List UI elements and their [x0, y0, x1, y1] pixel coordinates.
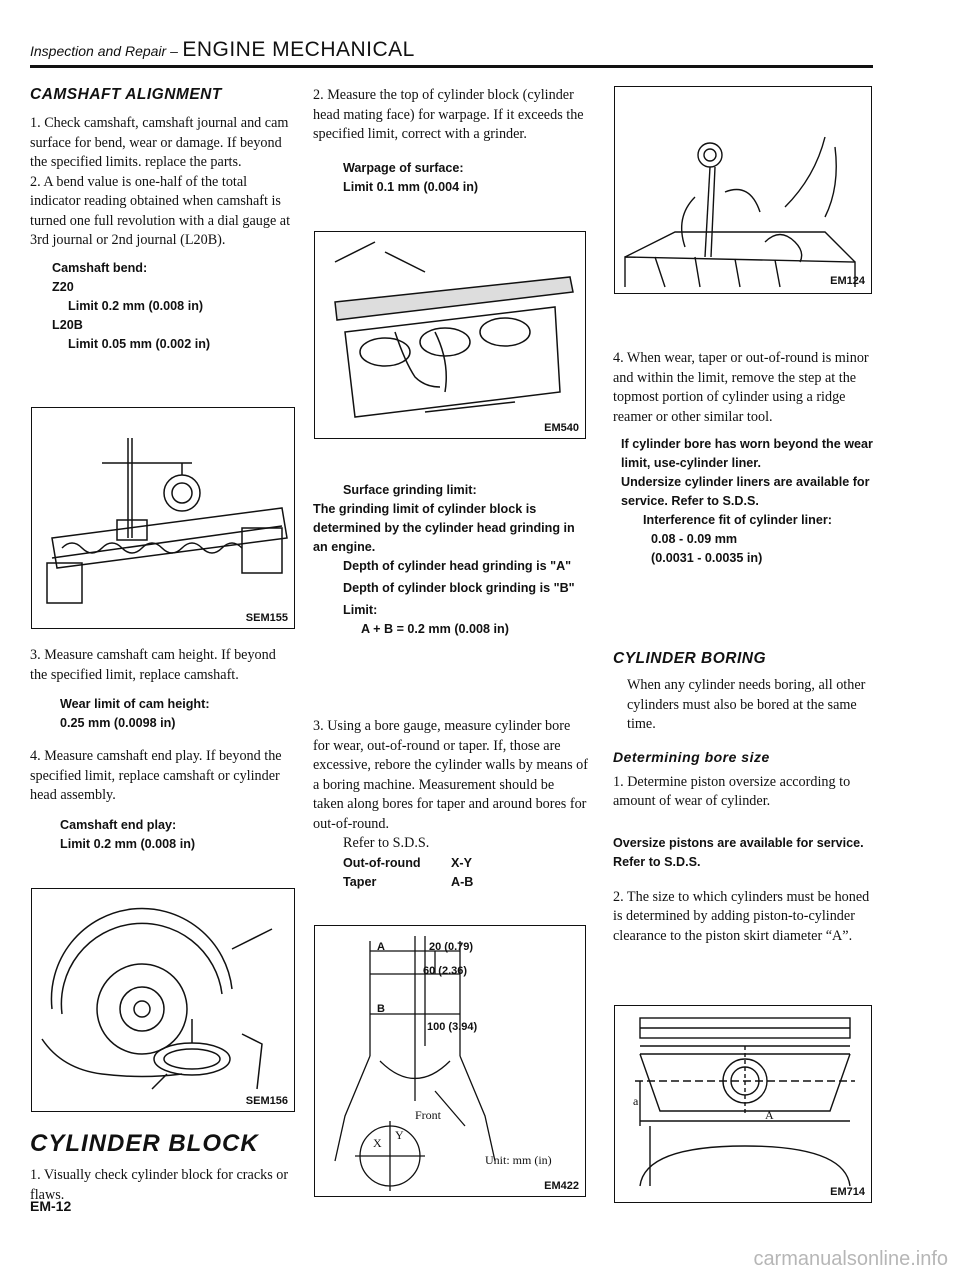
spec-title: Camshaft bend:	[52, 260, 148, 275]
figure-code: SEM156	[245, 1095, 288, 1107]
spec-title: Wear limit of cam height:	[60, 697, 210, 711]
section-heading-cylinder-block: CYLINDER BLOCK	[30, 1130, 259, 1157]
reference-line: Refer to S.D.S.	[343, 835, 430, 851]
paragraph: 4. Measure camshaft end play. If beyond the specified limit, replace camshaft or cylinder head assembly.	[30, 748, 282, 803]
figure-code: SEM155	[245, 612, 288, 624]
paragraph: 2. A bend value is one-half of the total indicator reading obtained when camshaft is turned one full revolution with a dial gauge at 3rd journal or 2nd journal (L20B).	[30, 173, 291, 248]
figure-code: EM540	[544, 422, 579, 434]
figure-camshaft-end-play	[31, 888, 295, 1112]
paragraph: 1. Determine piston oversize according to amount of wear of cylinder.	[613, 773, 851, 809]
spec-value: Limit 0.2 mm (0.008 in)	[60, 836, 196, 851]
column-1	[30, 86, 295, 354]
label-20: 20 (0.79)	[429, 941, 474, 953]
label-a: A	[765, 1108, 774, 1122]
figure-code: EM124	[830, 275, 865, 287]
camshaft-dial-gauge-illustration	[32, 408, 294, 628]
figure-bore-gauge	[614, 86, 872, 294]
spec-value: Limit 0.05 mm (0.002 in)	[68, 336, 211, 351]
unit-label: Unit: mm (in)	[485, 1153, 552, 1167]
paragraph: 3. Measure camshaft cam height. If beyond the specified limit, replace camshaft.	[30, 647, 276, 683]
spec-value: 0.25 mm (0.0098 in)	[60, 716, 176, 730]
page-header	[30, 38, 873, 68]
label-60: 60 (2.36)	[423, 965, 468, 977]
figure-bore-measurement	[314, 925, 586, 1197]
figure-code: EM714	[830, 1186, 865, 1198]
section-heading-camshaft-alignment: CAMSHAFT ALIGNMENT	[30, 86, 222, 103]
paragraph: 2. Measure the top of cylinder block (cylinder head mating face) for warpage. If it exceeds the specified limit, correct with a grinder.	[313, 87, 584, 142]
end-play-gauge-illustration	[32, 889, 294, 1111]
paragraph: 2. The size to which cylinders must be honed is determined by adding piston-to-cylinder clearance to the piston skirt diameter “A”.	[613, 888, 870, 944]
spec-value: 0.08 - 0.09 mm	[651, 532, 738, 546]
column-1-bottom	[30, 1130, 295, 1205]
column-3-boring	[613, 650, 873, 946]
column-1-lower	[30, 646, 295, 854]
paragraph: 1. Check camshaft, camshaft journal and cam surface for bend, wear or damage. If beyond the specified limits. replace the parts.	[30, 115, 289, 170]
spec-line: Depth of cylinder head grinding is "A"	[343, 559, 572, 573]
paragraph: 1. Visually check cylinder block for cracks or flaws.	[30, 1167, 289, 1203]
header-section: Inspection and Repair –	[30, 43, 178, 59]
measurement-table	[343, 854, 473, 892]
paragraph: 3. Using a bore gauge, measure cylinder bore for wear, out-of-round or taper. If, those are excessive, rebore the cylinder walls by means of a boring machine. Measurement should be taken along bores for taper and around bores for out-of-round.	[313, 718, 588, 832]
spec-title: Surface grinding limit:	[343, 483, 477, 497]
spec-limit-value: A + B = 0.2 mm (0.008 in)	[361, 622, 509, 636]
figure-piston-diameter	[614, 1005, 872, 1203]
spec-line: Depth of cylinder block grinding is "B"	[343, 581, 575, 595]
spec-line: Oversize pistons are available for service. Refer to S.D.S.	[613, 835, 864, 869]
header-title: ENGINE MECHANICAL	[182, 38, 415, 61]
spec-title: Warpage of surface:	[343, 160, 464, 175]
spec-label: Z20	[52, 279, 74, 294]
spec-line: If cylinder bore has worn beyond the wear limit, use-cylinder liner.	[621, 437, 873, 470]
spec-line: Undersize cylinder liners are available for service. Refer to S.D.S.	[621, 475, 870, 508]
watermark: carmanualsonline.info	[753, 1248, 948, 1270]
column-2-grinding	[313, 481, 588, 639]
bore-gauge-illustration	[615, 87, 871, 293]
table-cell: X-Y	[451, 855, 472, 870]
label-x: X	[373, 1136, 382, 1150]
figure-code: EM422	[544, 1180, 579, 1192]
paragraph: When any cylinder needs boring, all other cylinders must also be bored at the same time.	[627, 677, 866, 732]
table-row	[343, 873, 473, 892]
spec-value: Limit 0.2 mm (0.008 in)	[68, 298, 204, 313]
spec-value: Limit 0.1 mm (0.004 in)	[343, 179, 479, 194]
figure-warpage-check	[314, 231, 586, 439]
spec-title: Camshaft end play:	[60, 817, 177, 832]
page-number: EM-12	[30, 1198, 72, 1214]
table-cell: A-B	[451, 874, 474, 889]
figure-camshaft-bend	[31, 407, 295, 629]
section-heading-cylinder-boring: CYLINDER BORING	[613, 650, 767, 667]
piston-illustration	[615, 1006, 871, 1202]
column-2-bore	[313, 717, 588, 892]
column-2	[313, 86, 588, 197]
table-cell: Out-of-round	[343, 855, 421, 870]
column-3	[613, 349, 873, 568]
paragraph: 4. When wear, taper or out-of-round is minor and within the limit, remove the step at the topmost portion of cylinder using a ridge reamer or other similar tool.	[613, 350, 869, 425]
spec-value: (0.0031 - 0.0035 in)	[651, 551, 763, 565]
spec-line: Interference fit of cylinder liner:	[643, 513, 832, 527]
label-y: Y	[395, 1128, 404, 1142]
label-front: Front	[415, 1108, 442, 1122]
label-a: A	[377, 941, 385, 953]
label-b: B	[377, 1003, 385, 1015]
table-cell: Taper	[343, 874, 377, 889]
subheading-determining-bore-size: Determining bore size	[613, 748, 770, 765]
spec-label: L20B	[52, 317, 83, 332]
label-100: 100 (3.94)	[427, 1021, 478, 1033]
spec-body: The grinding limit of cylinder block is determined by the cylinder head grinding in an engine.	[313, 502, 575, 554]
spec-limit-label: Limit:	[343, 603, 378, 617]
table-row	[343, 854, 473, 873]
label-a-small: a	[633, 1094, 639, 1108]
straightedge-feeler-illustration	[315, 232, 585, 438]
